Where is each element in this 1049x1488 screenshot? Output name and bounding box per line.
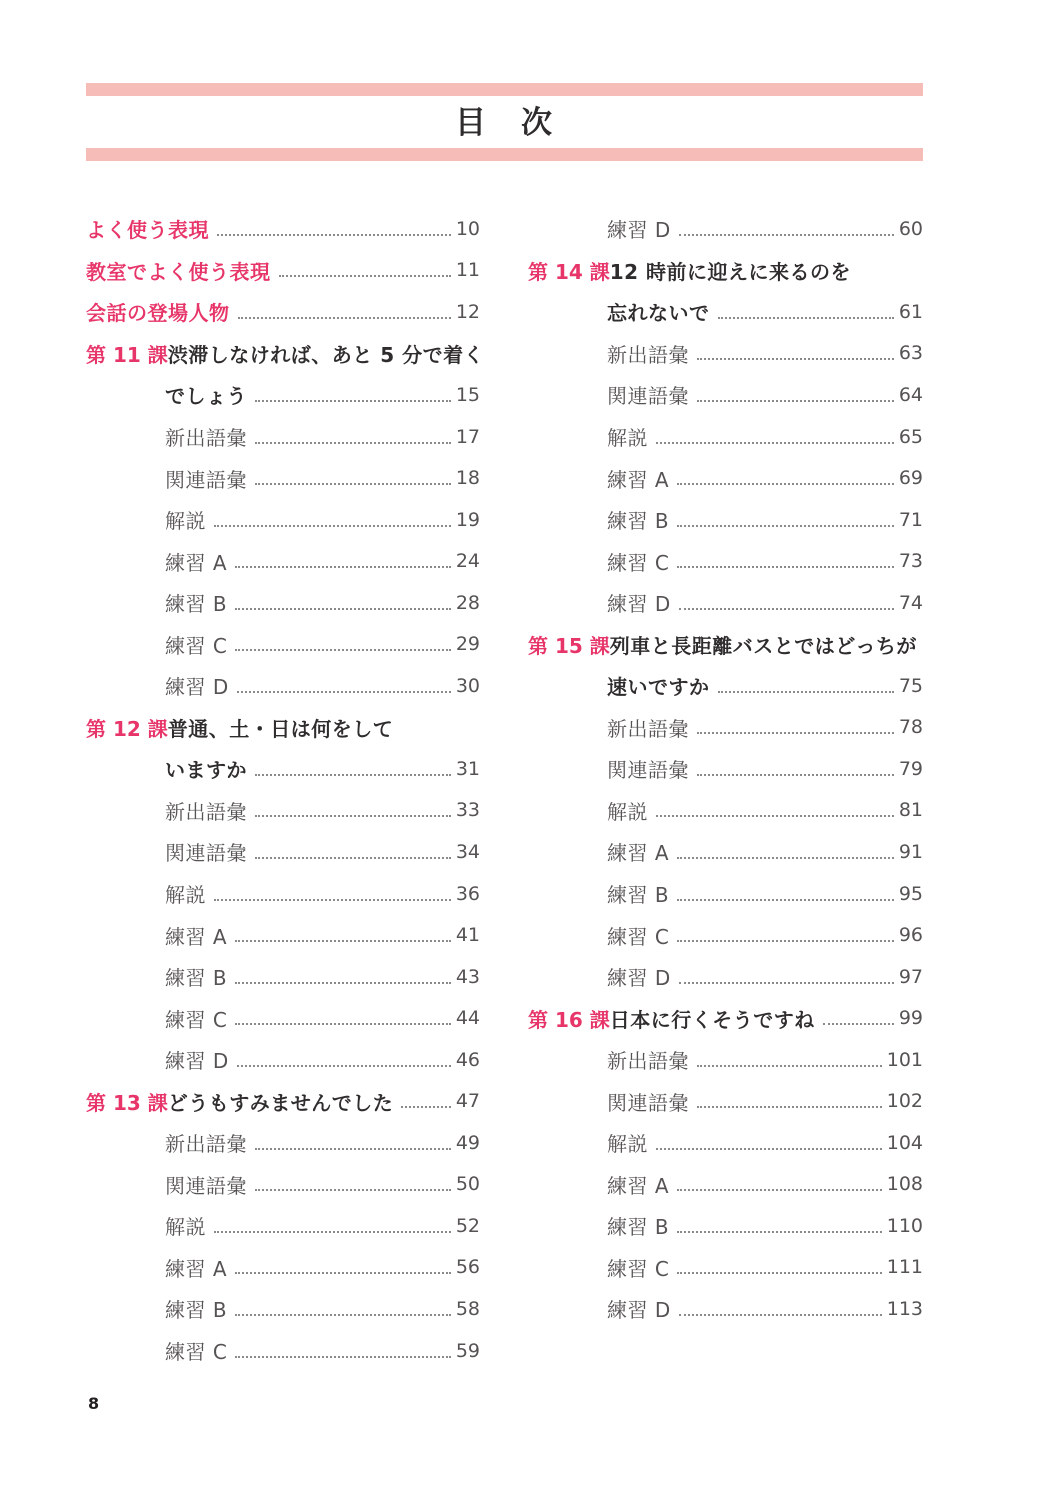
dot-leader bbox=[677, 1231, 882, 1233]
entry-label: 練習 B bbox=[607, 509, 670, 534]
entry-page-number: 10 bbox=[455, 217, 480, 240]
dot-leader bbox=[235, 649, 450, 651]
chapter-number: 第 15 課 bbox=[528, 633, 610, 658]
dot-leader bbox=[235, 1272, 451, 1274]
toc-entry bbox=[86, 1330, 480, 1372]
toc-entry bbox=[86, 748, 480, 790]
dot-leader bbox=[255, 400, 451, 402]
toc-entry bbox=[86, 208, 480, 250]
title-bar-top bbox=[86, 83, 923, 96]
entry-page-number: 15 bbox=[455, 383, 480, 406]
dot-leader bbox=[214, 1231, 451, 1233]
toc-entry bbox=[86, 1122, 480, 1164]
entry-label: どうもすみませんでした bbox=[167, 1090, 394, 1115]
dot-leader bbox=[255, 774, 451, 776]
toc-entry bbox=[528, 914, 923, 956]
entry-label: 渋滞しなければ、あと 5 分で着く bbox=[167, 342, 485, 367]
entry-label: 関連語彙 bbox=[607, 384, 689, 409]
dot-leader bbox=[255, 483, 451, 485]
toc-entry bbox=[528, 1288, 923, 1330]
entry-label: 練習 A bbox=[607, 1173, 670, 1198]
entry-page-number: 64 bbox=[898, 383, 923, 406]
entry-label: 練習 A bbox=[607, 841, 670, 866]
entry-label: 練習 A bbox=[165, 924, 228, 949]
entry-page-number: 59 bbox=[455, 1339, 480, 1362]
dot-leader bbox=[677, 483, 894, 485]
entry-label: 練習 D bbox=[165, 675, 229, 700]
entry-page-number: 61 bbox=[898, 300, 923, 323]
dot-leader bbox=[718, 317, 894, 319]
entry-label: 解説 bbox=[165, 883, 206, 908]
entry-page-number: 47 bbox=[455, 1090, 480, 1113]
entry-label: 練習 B bbox=[607, 1215, 670, 1240]
entry-label: 練習 B bbox=[165, 592, 228, 617]
entry-label: 教室でよく使う表現 bbox=[86, 259, 271, 284]
entry-page-number: 65 bbox=[898, 425, 923, 448]
entry-label: 解説 bbox=[165, 509, 206, 534]
dot-leader bbox=[679, 1314, 882, 1316]
toc-entry bbox=[86, 1288, 480, 1330]
toc-right-column bbox=[528, 208, 923, 1330]
entry-label: 関連語彙 bbox=[607, 758, 689, 783]
entry-page-number: 74 bbox=[898, 591, 923, 614]
entry-label: 練習 C bbox=[165, 1007, 228, 1032]
dot-leader bbox=[255, 857, 451, 859]
entry-label: 練習 C bbox=[607, 1256, 670, 1281]
entry-page-number: 33 bbox=[455, 799, 480, 822]
toc-entry bbox=[528, 291, 923, 333]
entry-page-number: 31 bbox=[455, 757, 480, 780]
toc-entry bbox=[528, 623, 923, 665]
toc-entry bbox=[86, 250, 480, 292]
entry-label: 解説 bbox=[607, 426, 648, 450]
dot-leader bbox=[677, 940, 893, 942]
toc-entry bbox=[86, 1205, 480, 1247]
toc-entry bbox=[528, 956, 923, 998]
toc-entry bbox=[528, 831, 923, 873]
dot-leader bbox=[255, 1189, 451, 1191]
toc-entry bbox=[528, 250, 923, 292]
toc-entry bbox=[528, 374, 923, 416]
toc-entry bbox=[86, 416, 480, 458]
toc-entry bbox=[86, 1164, 480, 1206]
toc-left-column bbox=[86, 208, 485, 1371]
chapter-number: 第 14 課 bbox=[528, 259, 610, 284]
entry-page-number: 95 bbox=[898, 882, 923, 905]
entry-label: 新出語彙 bbox=[165, 426, 247, 450]
dot-leader bbox=[235, 940, 451, 942]
toc-entry bbox=[528, 1247, 923, 1289]
chapter-number: 第 16 課 bbox=[528, 1007, 610, 1032]
dot-leader bbox=[677, 1272, 881, 1274]
entry-page-number: 34 bbox=[455, 840, 480, 863]
dot-leader bbox=[401, 1106, 451, 1108]
dot-leader bbox=[697, 1106, 882, 1108]
toc-entry bbox=[528, 333, 923, 375]
toc-entry bbox=[86, 1039, 480, 1081]
toc-entry bbox=[528, 1080, 923, 1122]
dot-leader bbox=[679, 982, 894, 984]
entry-label: 解説 bbox=[607, 799, 648, 824]
entry-label: 練習 B bbox=[165, 966, 228, 991]
entry-page-number: 78 bbox=[898, 716, 923, 739]
toc-entry bbox=[86, 997, 480, 1039]
toc-entry bbox=[86, 831, 480, 873]
entry-label: 練習 D bbox=[607, 592, 671, 617]
entry-label: 練習 B bbox=[165, 1298, 228, 1323]
entry-label: 会話の登場人物 bbox=[86, 301, 230, 326]
entry-label: 新出語彙 bbox=[607, 1049, 689, 1074]
entry-page-number: 17 bbox=[455, 425, 480, 448]
page-title: 目 次 bbox=[455, 105, 554, 141]
dot-leader bbox=[656, 442, 894, 444]
toc-entry bbox=[528, 997, 923, 1039]
toc-entry bbox=[528, 416, 923, 458]
entry-page-number: 28 bbox=[455, 591, 480, 614]
entry-page-number: 96 bbox=[898, 924, 923, 947]
entry-label: 列車と長距離バスとではどっちが bbox=[609, 633, 917, 658]
toc-entry bbox=[86, 333, 485, 375]
entry-label: 練習 A bbox=[607, 467, 670, 492]
toc-entry bbox=[86, 291, 480, 333]
entry-page-number: 49 bbox=[455, 1131, 480, 1154]
entry-page-number: 30 bbox=[455, 674, 480, 697]
entry-page-number: 63 bbox=[898, 342, 923, 365]
toc-entry bbox=[86, 457, 480, 499]
dot-leader bbox=[235, 566, 451, 568]
entry-page-number: 75 bbox=[898, 674, 923, 697]
entry-page-number: 99 bbox=[898, 1007, 923, 1030]
dot-leader bbox=[656, 815, 894, 817]
toc-entry bbox=[528, 1039, 923, 1081]
entry-page-number: 18 bbox=[455, 467, 480, 490]
dot-leader bbox=[214, 525, 451, 527]
entry-label: 新出語彙 bbox=[165, 1132, 247, 1157]
entry-label: 解説 bbox=[165, 1215, 206, 1240]
entry-page-number: 36 bbox=[455, 882, 480, 905]
dot-leader bbox=[279, 275, 451, 277]
chapter-number: 第 13 課 bbox=[86, 1090, 168, 1115]
dot-leader bbox=[237, 1065, 451, 1067]
toc-entry bbox=[528, 457, 923, 499]
entry-page-number: 60 bbox=[898, 217, 923, 240]
entry-page-number: 56 bbox=[455, 1256, 480, 1279]
entry-label: 関連語彙 bbox=[165, 841, 247, 866]
entry-page-number: 50 bbox=[455, 1173, 480, 1196]
dot-leader bbox=[677, 525, 894, 527]
entry-page-number: 24 bbox=[455, 550, 480, 573]
entry-label: 新出語彙 bbox=[607, 716, 689, 741]
dot-leader bbox=[679, 608, 894, 610]
entry-page-number: 101 bbox=[886, 1048, 923, 1071]
dot-leader bbox=[679, 234, 894, 236]
entry-label: 練習 A bbox=[165, 1256, 228, 1281]
entry-page-number: 41 bbox=[455, 924, 480, 947]
entry-page-number: 79 bbox=[898, 757, 923, 780]
entry-page-number: 52 bbox=[455, 1214, 480, 1237]
entry-label: 練習 C bbox=[165, 1340, 228, 1365]
toc-entry bbox=[528, 790, 923, 832]
entry-label: 練習 D bbox=[607, 966, 671, 991]
entry-page-number: 108 bbox=[886, 1173, 923, 1196]
dot-leader bbox=[697, 774, 894, 776]
dot-leader bbox=[235, 1314, 451, 1316]
dot-leader bbox=[697, 732, 894, 734]
chapter-number: 第 11 課 bbox=[86, 342, 168, 367]
toc-entry bbox=[86, 707, 480, 749]
dot-leader bbox=[235, 608, 451, 610]
dot-leader bbox=[718, 691, 894, 693]
toc-entry bbox=[528, 873, 923, 915]
entry-label: よく使う表現 bbox=[86, 218, 209, 243]
toc-entry bbox=[528, 1205, 923, 1247]
entry-label: 普通、土・日は何をして bbox=[167, 716, 394, 741]
toc-entry bbox=[86, 1247, 480, 1289]
toc-entry bbox=[86, 499, 480, 541]
dot-leader bbox=[235, 1023, 450, 1025]
dot-leader bbox=[255, 815, 451, 817]
dot-leader bbox=[235, 1356, 450, 1358]
entry-page-number: 12 bbox=[455, 300, 480, 323]
chapter-number: 第 12 課 bbox=[86, 716, 168, 741]
entry-label: 練習 D bbox=[165, 1049, 229, 1074]
entry-page-number: 104 bbox=[886, 1131, 923, 1154]
dot-leader bbox=[697, 1065, 882, 1067]
entry-label: 新出語彙 bbox=[165, 799, 247, 824]
entry-page-number: 91 bbox=[898, 840, 923, 863]
entry-label: 新出語彙 bbox=[607, 342, 689, 367]
toc-entry bbox=[86, 623, 480, 665]
entry-page-number: 73 bbox=[898, 550, 923, 573]
entry-label: いますか bbox=[165, 758, 247, 783]
entry-label: 練習 D bbox=[607, 1298, 671, 1323]
entry-page-number: 29 bbox=[455, 633, 480, 656]
footer-page-number: 8 bbox=[88, 1394, 100, 1413]
dot-leader bbox=[656, 1148, 882, 1150]
toc-entry bbox=[86, 873, 480, 915]
entry-label: でしょう bbox=[165, 384, 247, 409]
toc-entry bbox=[86, 956, 480, 998]
entry-label: 解説 bbox=[607, 1132, 648, 1157]
toc-entry bbox=[528, 208, 923, 250]
entry-label: 練習 C bbox=[607, 550, 670, 575]
dot-leader bbox=[823, 1023, 894, 1025]
dot-leader bbox=[697, 400, 894, 402]
entry-label: 12 時前に迎えに来るのを bbox=[609, 259, 852, 284]
dot-leader bbox=[214, 899, 451, 901]
entry-label: 日本に行くそうですね bbox=[609, 1007, 815, 1032]
dot-leader bbox=[677, 857, 894, 859]
toc-entry bbox=[528, 1164, 923, 1206]
entry-page-number: 102 bbox=[886, 1090, 923, 1113]
entry-page-number: 110 bbox=[886, 1214, 923, 1237]
toc-entry bbox=[528, 582, 923, 624]
dot-leader bbox=[237, 691, 451, 693]
dot-leader bbox=[677, 899, 894, 901]
entry-label: 練習 C bbox=[607, 924, 670, 949]
entry-page-number: 58 bbox=[455, 1297, 480, 1320]
entry-page-number: 81 bbox=[898, 799, 923, 822]
toc-entry bbox=[528, 499, 923, 541]
toc-entry bbox=[86, 540, 480, 582]
toc-entry bbox=[528, 1122, 923, 1164]
entry-page-number: 71 bbox=[898, 508, 923, 531]
toc-entry bbox=[86, 914, 480, 956]
entry-label: 関連語彙 bbox=[165, 1173, 247, 1198]
entry-page-number: 19 bbox=[455, 508, 480, 531]
dot-leader bbox=[677, 566, 893, 568]
toc-entry bbox=[528, 540, 923, 582]
toc-entry bbox=[86, 1080, 480, 1122]
entry-label: 関連語彙 bbox=[165, 467, 247, 492]
entry-label: 練習 A bbox=[165, 550, 228, 575]
dot-leader bbox=[697, 358, 894, 360]
dot-leader bbox=[255, 1148, 451, 1150]
entry-label: 忘れないで bbox=[607, 301, 710, 326]
entry-label: 速いですか bbox=[607, 675, 710, 700]
entry-page-number: 46 bbox=[455, 1048, 480, 1071]
dot-leader bbox=[255, 442, 451, 444]
toc-entry bbox=[86, 374, 480, 416]
entry-page-number: 69 bbox=[898, 467, 923, 490]
dot-leader bbox=[677, 1189, 882, 1191]
toc-entry bbox=[528, 748, 923, 790]
entry-page-number: 97 bbox=[898, 965, 923, 988]
dot-leader bbox=[217, 234, 451, 236]
toc-entry bbox=[528, 665, 923, 707]
entry-page-number: 111 bbox=[886, 1256, 923, 1279]
dot-leader bbox=[238, 317, 451, 319]
toc-entry bbox=[86, 665, 480, 707]
entry-label: 練習 C bbox=[165, 633, 228, 658]
entry-page-number: 44 bbox=[455, 1007, 480, 1030]
entry-label: 練習 D bbox=[607, 218, 671, 243]
entry-label: 練習 B bbox=[607, 883, 670, 908]
entry-page-number: 43 bbox=[455, 965, 480, 988]
entry-page-number: 11 bbox=[455, 259, 480, 282]
toc-entry bbox=[86, 790, 480, 832]
entry-page-number: 113 bbox=[886, 1297, 923, 1320]
entry-label: 関連語彙 bbox=[607, 1090, 689, 1115]
dot-leader bbox=[235, 982, 451, 984]
toc-entry bbox=[528, 707, 923, 749]
title-bar-bottom bbox=[86, 148, 923, 161]
toc-entry bbox=[86, 582, 480, 624]
